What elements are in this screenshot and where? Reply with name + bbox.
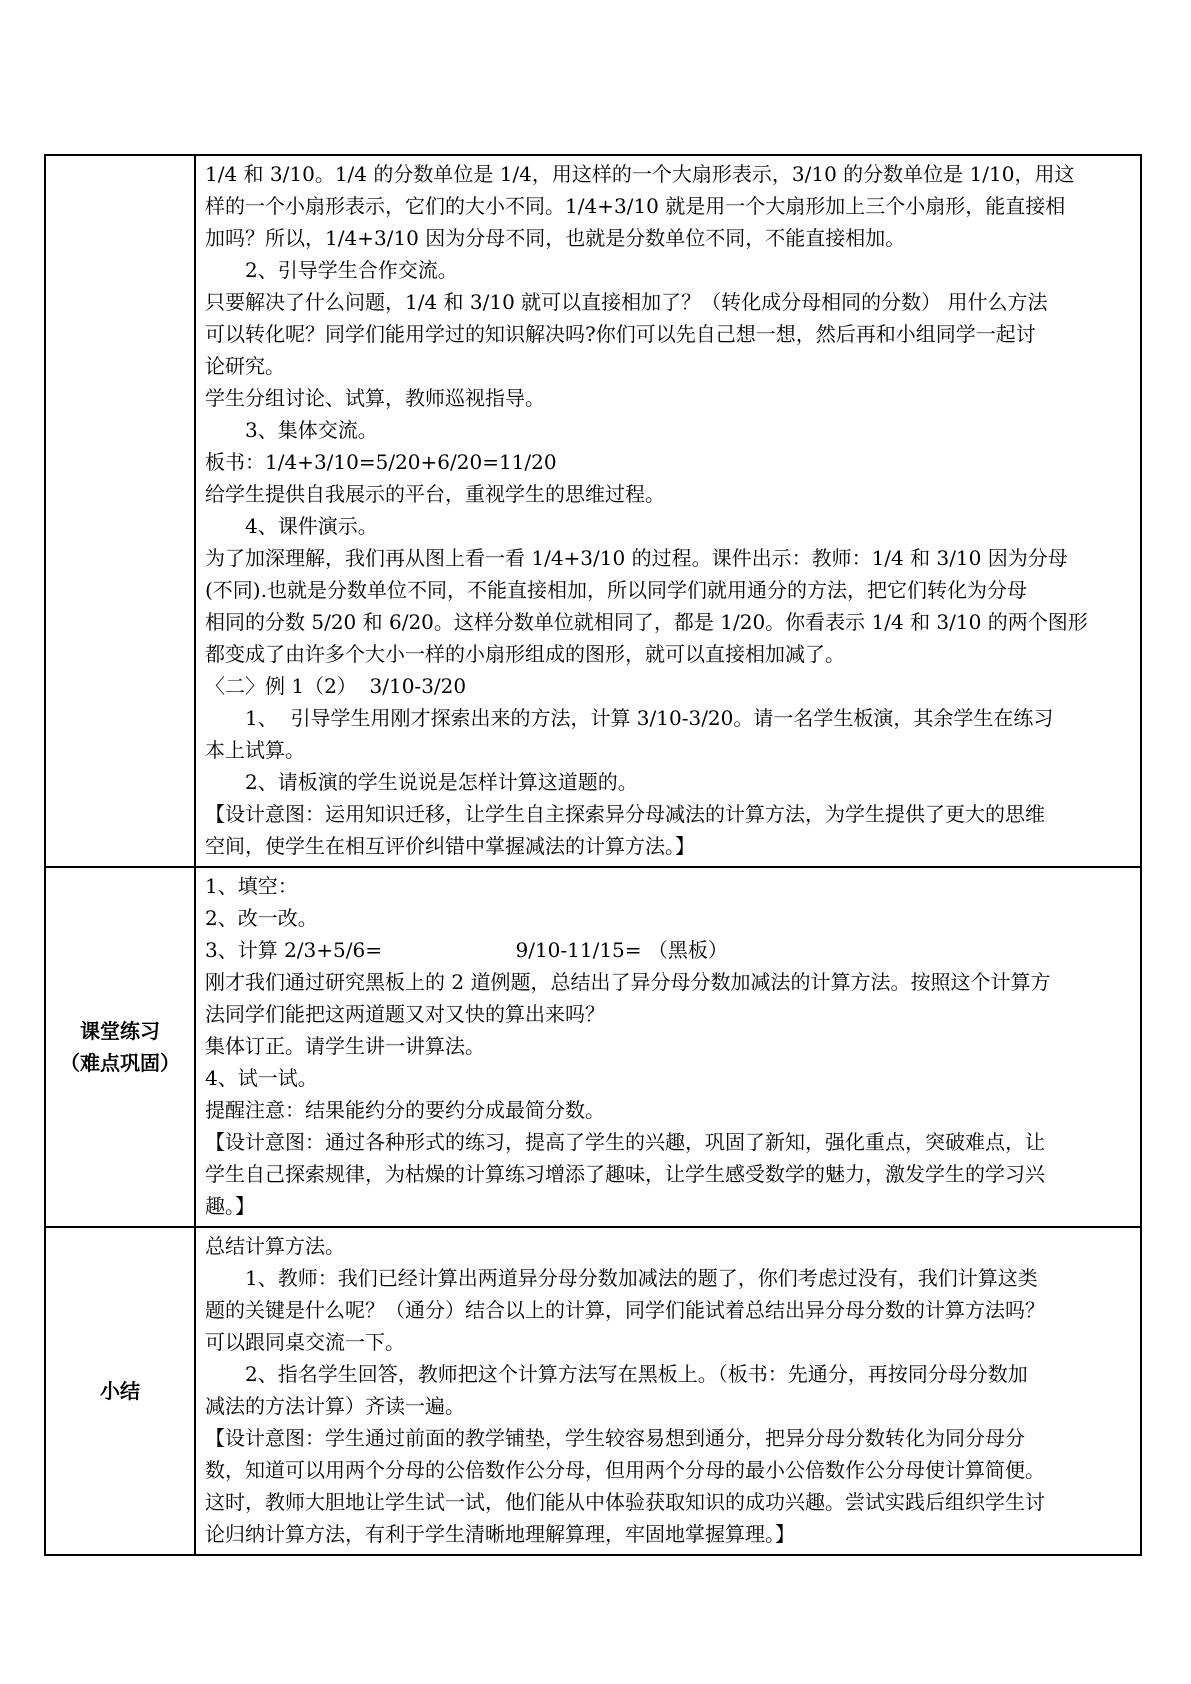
content-line: 论归纳计算方法，有利于学生清晰地理解算理，牢固地掌握算理。】 [205,1522,795,1546]
content-line: 4、试一试。 [205,1066,318,1090]
content-line: 只要解决了什么问题，1/4 和 3/10 就可以直接相加了？（转化成分母相同的分数） 用什么方法 [205,290,1048,314]
content-line: 这时，教师大胆地让学生试一试，他们能从中体验获取知识的成功兴趣。尝试实践后组织学生讨 [205,1490,1045,1514]
section-label-cell [45,867,195,1227]
content-line: 1/4 和 3/10。1/4 的分数单位是 1/4，用这样的一个大扇形表示，3/10 的分数单位是 1/10，用这 [205,162,1075,186]
content-line: 【设计意图：运用知识迁移，让学生自主探索异分母减法的计算方法，为学生提供了更大的思维 [205,802,1045,826]
section-label-line: （难点巩固） [60,1051,180,1075]
section-content-cell [195,1227,1141,1555]
content-line: 1、教师：我们已经计算出两道异分母分数加减法的题了，你们考虑过没有，我们计算这类 [245,1266,1038,1290]
content-line: 板书：1/4+3/10=5/20+6/20=11/20 [205,450,557,474]
section-label-cell [45,155,195,867]
lesson-plan-table [44,154,1142,1556]
content-line: 1、 引导学生用刚才探索出来的方法，计算 3/10-3/20。请一名学生板演，其余学生在练习 [245,706,1054,730]
content-line: 样的一个小扇形表示，它们的大小不同。1/4+3/10 就是用一个大扇形加上三个小扇形，能直接相 [205,194,1066,218]
content-line: (不同).也就是分数单位不同，不能直接相加，所以同学们就用通分的方法，把它们转化为分母 [205,578,1027,602]
content-line: 减法的方法计算）齐读一遍。 [205,1394,465,1418]
content-line: 本上试算。 [205,738,305,762]
content-line: 给学生提供自我展示的平台，重视学生的思维过程。 [205,482,665,506]
content-line: 刚才我们通过研究黑板上的 2 道例题，总结出了异分母分数加减法的计算方法。按照这个计算方 [205,970,1051,994]
content-line: 相同的分数 5/20 和 6/20。这样分数单位就相同了，都是 1/20。你看表示 1/4 和 3/10 的两个图形 [205,610,1088,634]
section-label-line: 小结 [100,1379,140,1403]
content-line: 【设计意图：学生通过前面的教学铺垫，学生较容易想到通分，把异分母分数转化为同分母分 [205,1426,1025,1450]
content-line: 提醒注意：结果能约分的要约分成最简分数。 [205,1098,605,1122]
content-line: 2、指名学生回答，教师把这个计算方法写在黑板上。（板书：先通分，再按同分母分数加 [245,1362,1028,1386]
content-line: 集体订正。请学生讲一讲算法。 [205,1034,485,1058]
content-line: 趣。】 [205,1194,255,1218]
content-line: 2、改一改。 [205,906,318,930]
content-line: 3、集体交流。 [245,418,378,442]
section-label-cell [45,1227,195,1555]
content-line: 4、课件演示。 [245,514,378,538]
content-line: 题的关键是什么呢？（通分）结合以上的计算，同学们能试着总结出异分母分数的计算方法吗？ [205,1298,1045,1322]
section-label-line: 课堂练习 [80,1019,160,1043]
content-line: 2、请板演的学生说说是怎样计算这道题的。 [245,770,638,794]
content-line: 1、填空： [205,874,298,898]
content-line: 加吗？所以，1/4+3/10 因为分母不同，也就是分数单位不同，不能直接相加。 [205,226,906,250]
content-line: 法同学们能把这两道题又对又快的算出来吗？ [205,1002,605,1026]
content-line: 总结计算方法。 [205,1234,345,1258]
section-content-cell [195,867,1141,1227]
content-line: 学生自己探索规律，为枯燥的计算练习增添了趣味，让学生感受数学的魅力，激发学生的学习兴 [205,1162,1045,1186]
content-line: 2、引导学生合作交流。 [245,258,458,282]
content-line: 学生分组讨论、试算，教师巡视指导。 [205,386,545,410]
content-line: 论研究。 [205,354,285,378]
content-line: 为了加深理解，我们再从图上看一看 1/4+3/10 的过程。课件出示：教师：1/4 和 3/10 因为分母 [205,546,1068,570]
table-row [45,155,1141,867]
content-line: 空间，使学生在相互评价纠错中掌握减法的计算方法。】 [205,834,695,858]
section-content-cell [195,155,1141,867]
content-line: 可以跟同桌交流一下。 [205,1330,405,1354]
table-row [45,867,1141,1227]
content-line: 【设计意图：通过各种形式的练习，提高了学生的兴趣，巩固了新知，强化重点，突破难点，让 [205,1130,1045,1154]
content-line: 都变成了由许多个大小一样的小扇形组成的图形，就可以直接相加减了。 [205,642,845,666]
content-line: 数，知道可以用两个分母的公倍数作公分母，但用两个分母的最小公倍数作公分母使计算简便。 [205,1458,1045,1482]
table-body [45,155,1141,1555]
content-line: 可以转化呢？同学们能用学过的知识解决吗?你们可以先自己想一想，然后再和小组同学一起讨 [205,322,1036,346]
content-line: 3、计算 2/3+5/6= 9/10-11/15= （黑板） [205,938,728,962]
content-line: 〈二〉例 1（2） 3/10-3/20 [205,674,467,698]
table-row [45,1227,1141,1555]
